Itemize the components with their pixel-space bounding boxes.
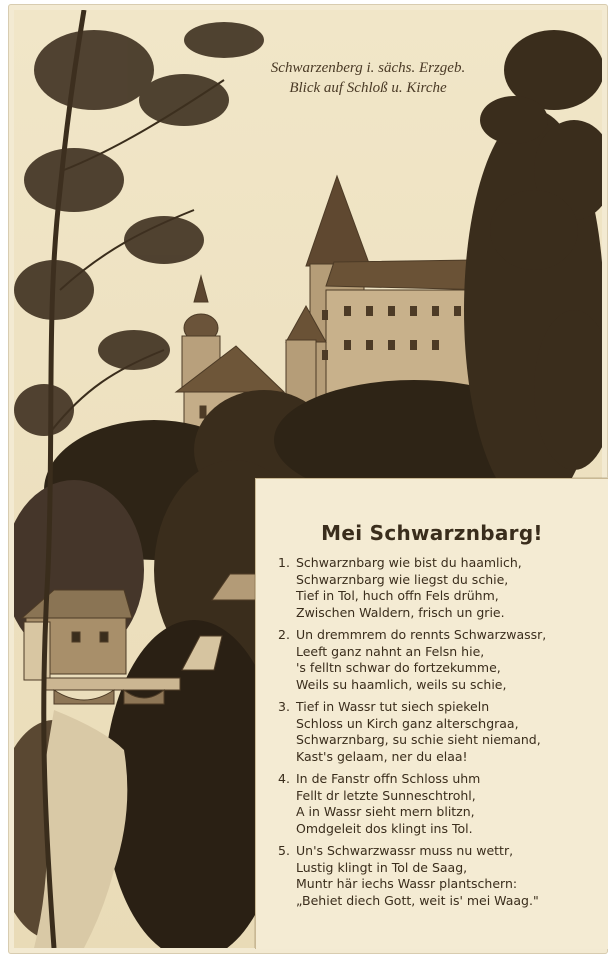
poem-line: Kast's gelaam, ner du elaa!	[296, 748, 468, 764]
poem-line: Leeft ganz nahnt an Felsn hie,	[296, 643, 485, 659]
poem-line: Schwarznbarg wie liegst du schie,	[296, 571, 509, 587]
stanza-2	[278, 627, 608, 693]
poem-line: In de Fanstr offn Schloss uhm	[296, 771, 481, 786]
poem-line: Omdgeleit dos klingt ins Tol.	[296, 820, 473, 836]
stanza-number: 4.	[278, 771, 290, 786]
poem-line: „Behiet diech Gott, weit is' mei Waag."	[296, 892, 539, 908]
poem-line: 's felltn schwar do fortzekumme,	[296, 660, 501, 675]
stanza-1	[278, 555, 608, 621]
poem-line: Tief in Tol, huch offn Fels drühm,	[296, 588, 499, 603]
poem-line: Zwischen Waldern, frisch un grie.	[296, 604, 505, 620]
poem-line: Muntr här iechs Wassr plantschern:	[296, 876, 518, 891]
poem-line: Schwarznbarg wie bist du haamlich,	[296, 555, 522, 570]
poem-line: Un's Schwarzwassr muss nu wettr,	[296, 843, 514, 858]
poem-line: Weils su haamlich, weils su schie,	[296, 676, 507, 692]
poem-line: A in Wassr sieht mern blitzn,	[296, 804, 475, 819]
photo-caption	[198, 58, 538, 98]
poem-line: Un dremmrem do rennts Schwarzwassr,	[296, 627, 547, 642]
caption-line-1: Schwarzenberg i. sächs. Erzgeb.	[270, 60, 466, 76]
stanza-4	[278, 771, 608, 837]
poem-line: Lustig klingt in Tol de Saag,	[296, 859, 468, 875]
stanza-number: 3.	[278, 699, 290, 714]
stanza-number: 5.	[278, 843, 290, 858]
poem-panel	[255, 478, 608, 949]
poem-title: Mei Schwarznbarg!	[321, 521, 543, 545]
postcard	[8, 4, 608, 954]
stanza-number: 1.	[278, 555, 290, 570]
stanza-number: 2.	[278, 627, 290, 642]
stanza-3	[278, 699, 608, 765]
poem-line: Fellt dr letzte Sunneschtrohl,	[296, 787, 476, 803]
poem-line: Schwarznbarg, su schie sieht niemand,	[296, 732, 541, 747]
stanza-5	[278, 843, 608, 909]
poem-line: Tief in Wassr tut siech spiekeln	[296, 699, 490, 714]
poem-line: Schloss un Kirch ganz alterschgraa,	[296, 715, 519, 731]
caption-line-2: Blick auf Schloß u. Kirche	[289, 80, 447, 96]
